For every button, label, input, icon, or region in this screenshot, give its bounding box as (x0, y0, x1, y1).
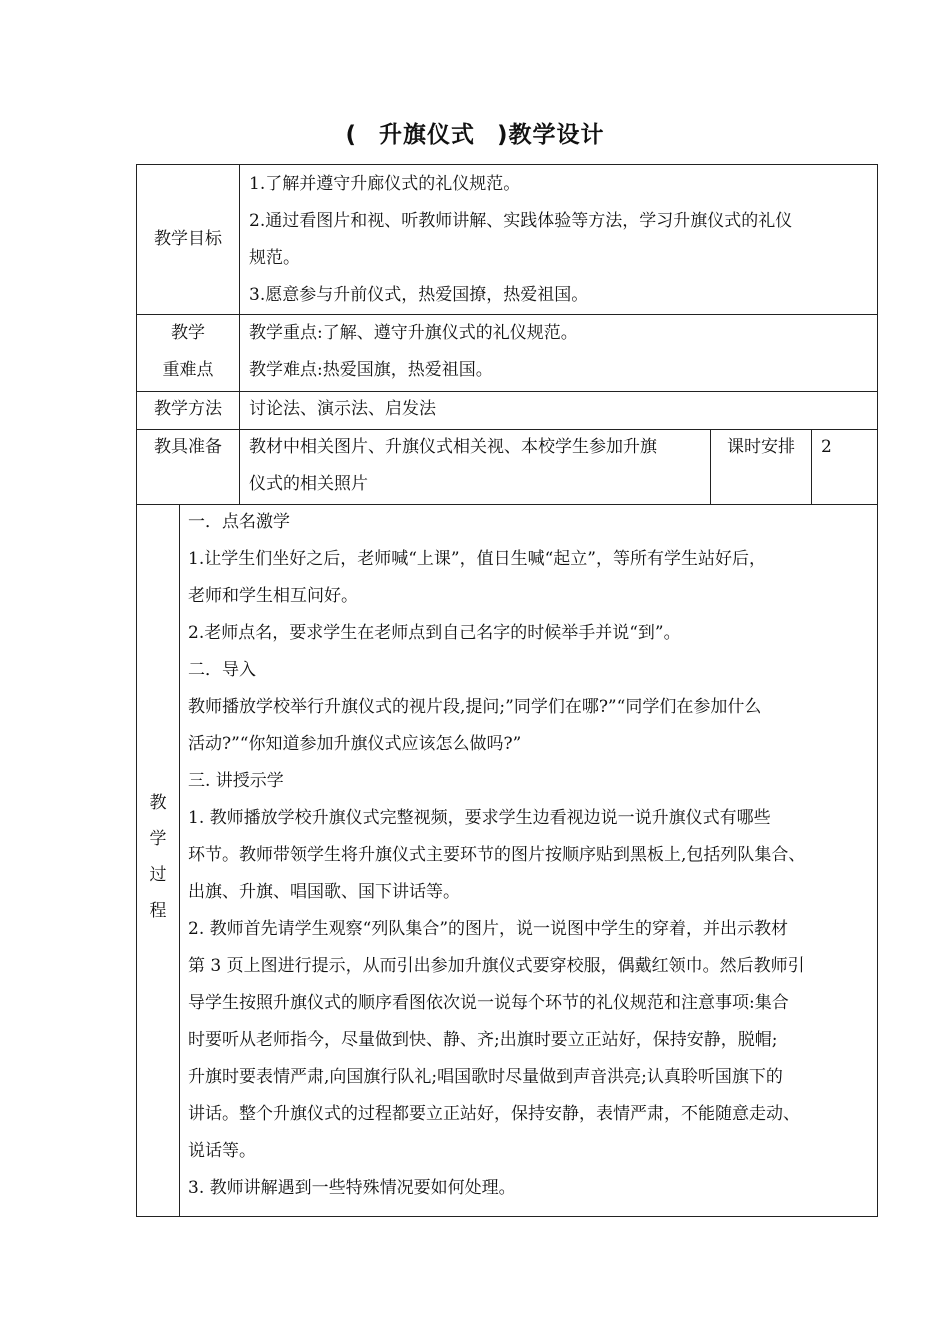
key-point-text: 教学重点:了解、遵守升旗仪式的礼仪规范。 (249, 323, 578, 343)
process-line: 说话等。 (188, 1141, 256, 1161)
process-heading-1: 一．点名激学 (188, 512, 290, 532)
tools-value-line2: 仪式的相关照片 (249, 474, 368, 494)
objectives-label: 教学目标 (154, 229, 222, 249)
process-label-char-4: 程 (149, 901, 167, 921)
process-line: 2. 教师首先请学生观察“列队集合”的图片，说一说图中学生的穿着，并出示教材 (188, 919, 789, 939)
objective-line-1: 1.了解并遵守升廊仪式的礼仪规范。 (249, 174, 521, 194)
process-label-char-3: 过 (149, 865, 167, 885)
difficult-point-text: 教学难点:热爱国旗，热爱祖国。 (249, 360, 493, 380)
process-label-divider (179, 504, 180, 1217)
title-suffix: )教学设计 (497, 122, 605, 148)
process-heading-3: 三. 讲授示学 (188, 771, 284, 791)
process-line: 讲话。整个升旗仪式的过程都要立正站好，保持安静，表情严肃，不能随意走动、 (188, 1104, 800, 1124)
process-line: 1. 教师播放学校升旗仪式完整视频，要求学生边看视边说一说升旗仪式有哪些 (188, 808, 771, 828)
tools-value-line1: 教材中相关图片、升旗仪式相关视、本校学生参加升旗 (249, 437, 657, 457)
process-line: 第 3 页上图进行提示，从而引出参加升旗仪式要穿校服，偶戴红领巾。然后教师引 (188, 956, 805, 976)
title-topic: 升旗仪式 (379, 122, 475, 148)
schedule-value-divider (811, 429, 812, 505)
tools-label: 教具准备 (154, 437, 222, 457)
process-line: 时要听从老师指今，尽量做到快、静、齐;出旗时要立正站好，保持安静，脱帽; (188, 1030, 778, 1050)
row-divider-keypoints (136, 391, 878, 392)
process-line: 出旗、升旗、唱国歌、国下讲话等。 (188, 882, 460, 902)
upper-table-label-divider (239, 164, 240, 505)
document-title (0, 116, 950, 149)
process-line: 老师和学生相互问好。 (188, 586, 358, 606)
schedule-value: 2 (821, 437, 832, 457)
process-heading-2: 二．导入 (188, 660, 256, 680)
process-line: 导学生按照升旗仪式的顺序看图依次说一说每个环节的礼仪规范和注意事项:集合 (188, 993, 789, 1013)
objective-line-2b: 规范。 (249, 248, 300, 268)
objective-line-3: 3.愿意参与升前仪式，热爱国撩，热爱祖国。 (249, 285, 589, 305)
process-line: 1.让学生们坐好之后，老师喊“上课”，值日生喊“起立”，等所有学生站好后， (188, 549, 766, 569)
process-line: 2.老师点名，要求学生在老师点到自己名字的时候举手并说“到”。 (188, 623, 681, 643)
process-label-char-1: 教 (149, 793, 167, 813)
process-line: 环节。教师带领学生将升旗仪式主要环节的图片按顺序贴到黑板上,包括列队集合、 (188, 845, 806, 865)
process-label-char-2: 学 (149, 829, 167, 849)
process-line: 活动?”“你知道参加升旗仪式应该怎么做吗?” (188, 734, 522, 754)
objective-line-2a: 2.通过看图片和视、听教师讲解、实践体验等方法，学习升旗仪式的礼仪 (249, 211, 793, 231)
methods-label: 教学方法 (154, 399, 222, 419)
title-open-paren: ( (345, 122, 357, 148)
process-line: 升旗时要表情严肃,向国旗行队礼;唱国歌时尽量做到声音洪亮;认真聆听国旗下的 (188, 1067, 783, 1087)
keypoints-label-line2: 重难点 (162, 360, 214, 380)
process-line: 3. 教师讲解遇到一些特殊情况要如何处理。 (188, 1178, 516, 1198)
keypoints-label-line1: 教学 (171, 323, 205, 343)
schedule-label: 课时安排 (727, 437, 795, 457)
process-line: 教师播放学校举行升旗仪式的视片段,提问;”同学们在哪?”“同学们在参加什么 (188, 697, 762, 717)
methods-value: 讨论法、演示法、启发法 (249, 399, 436, 419)
